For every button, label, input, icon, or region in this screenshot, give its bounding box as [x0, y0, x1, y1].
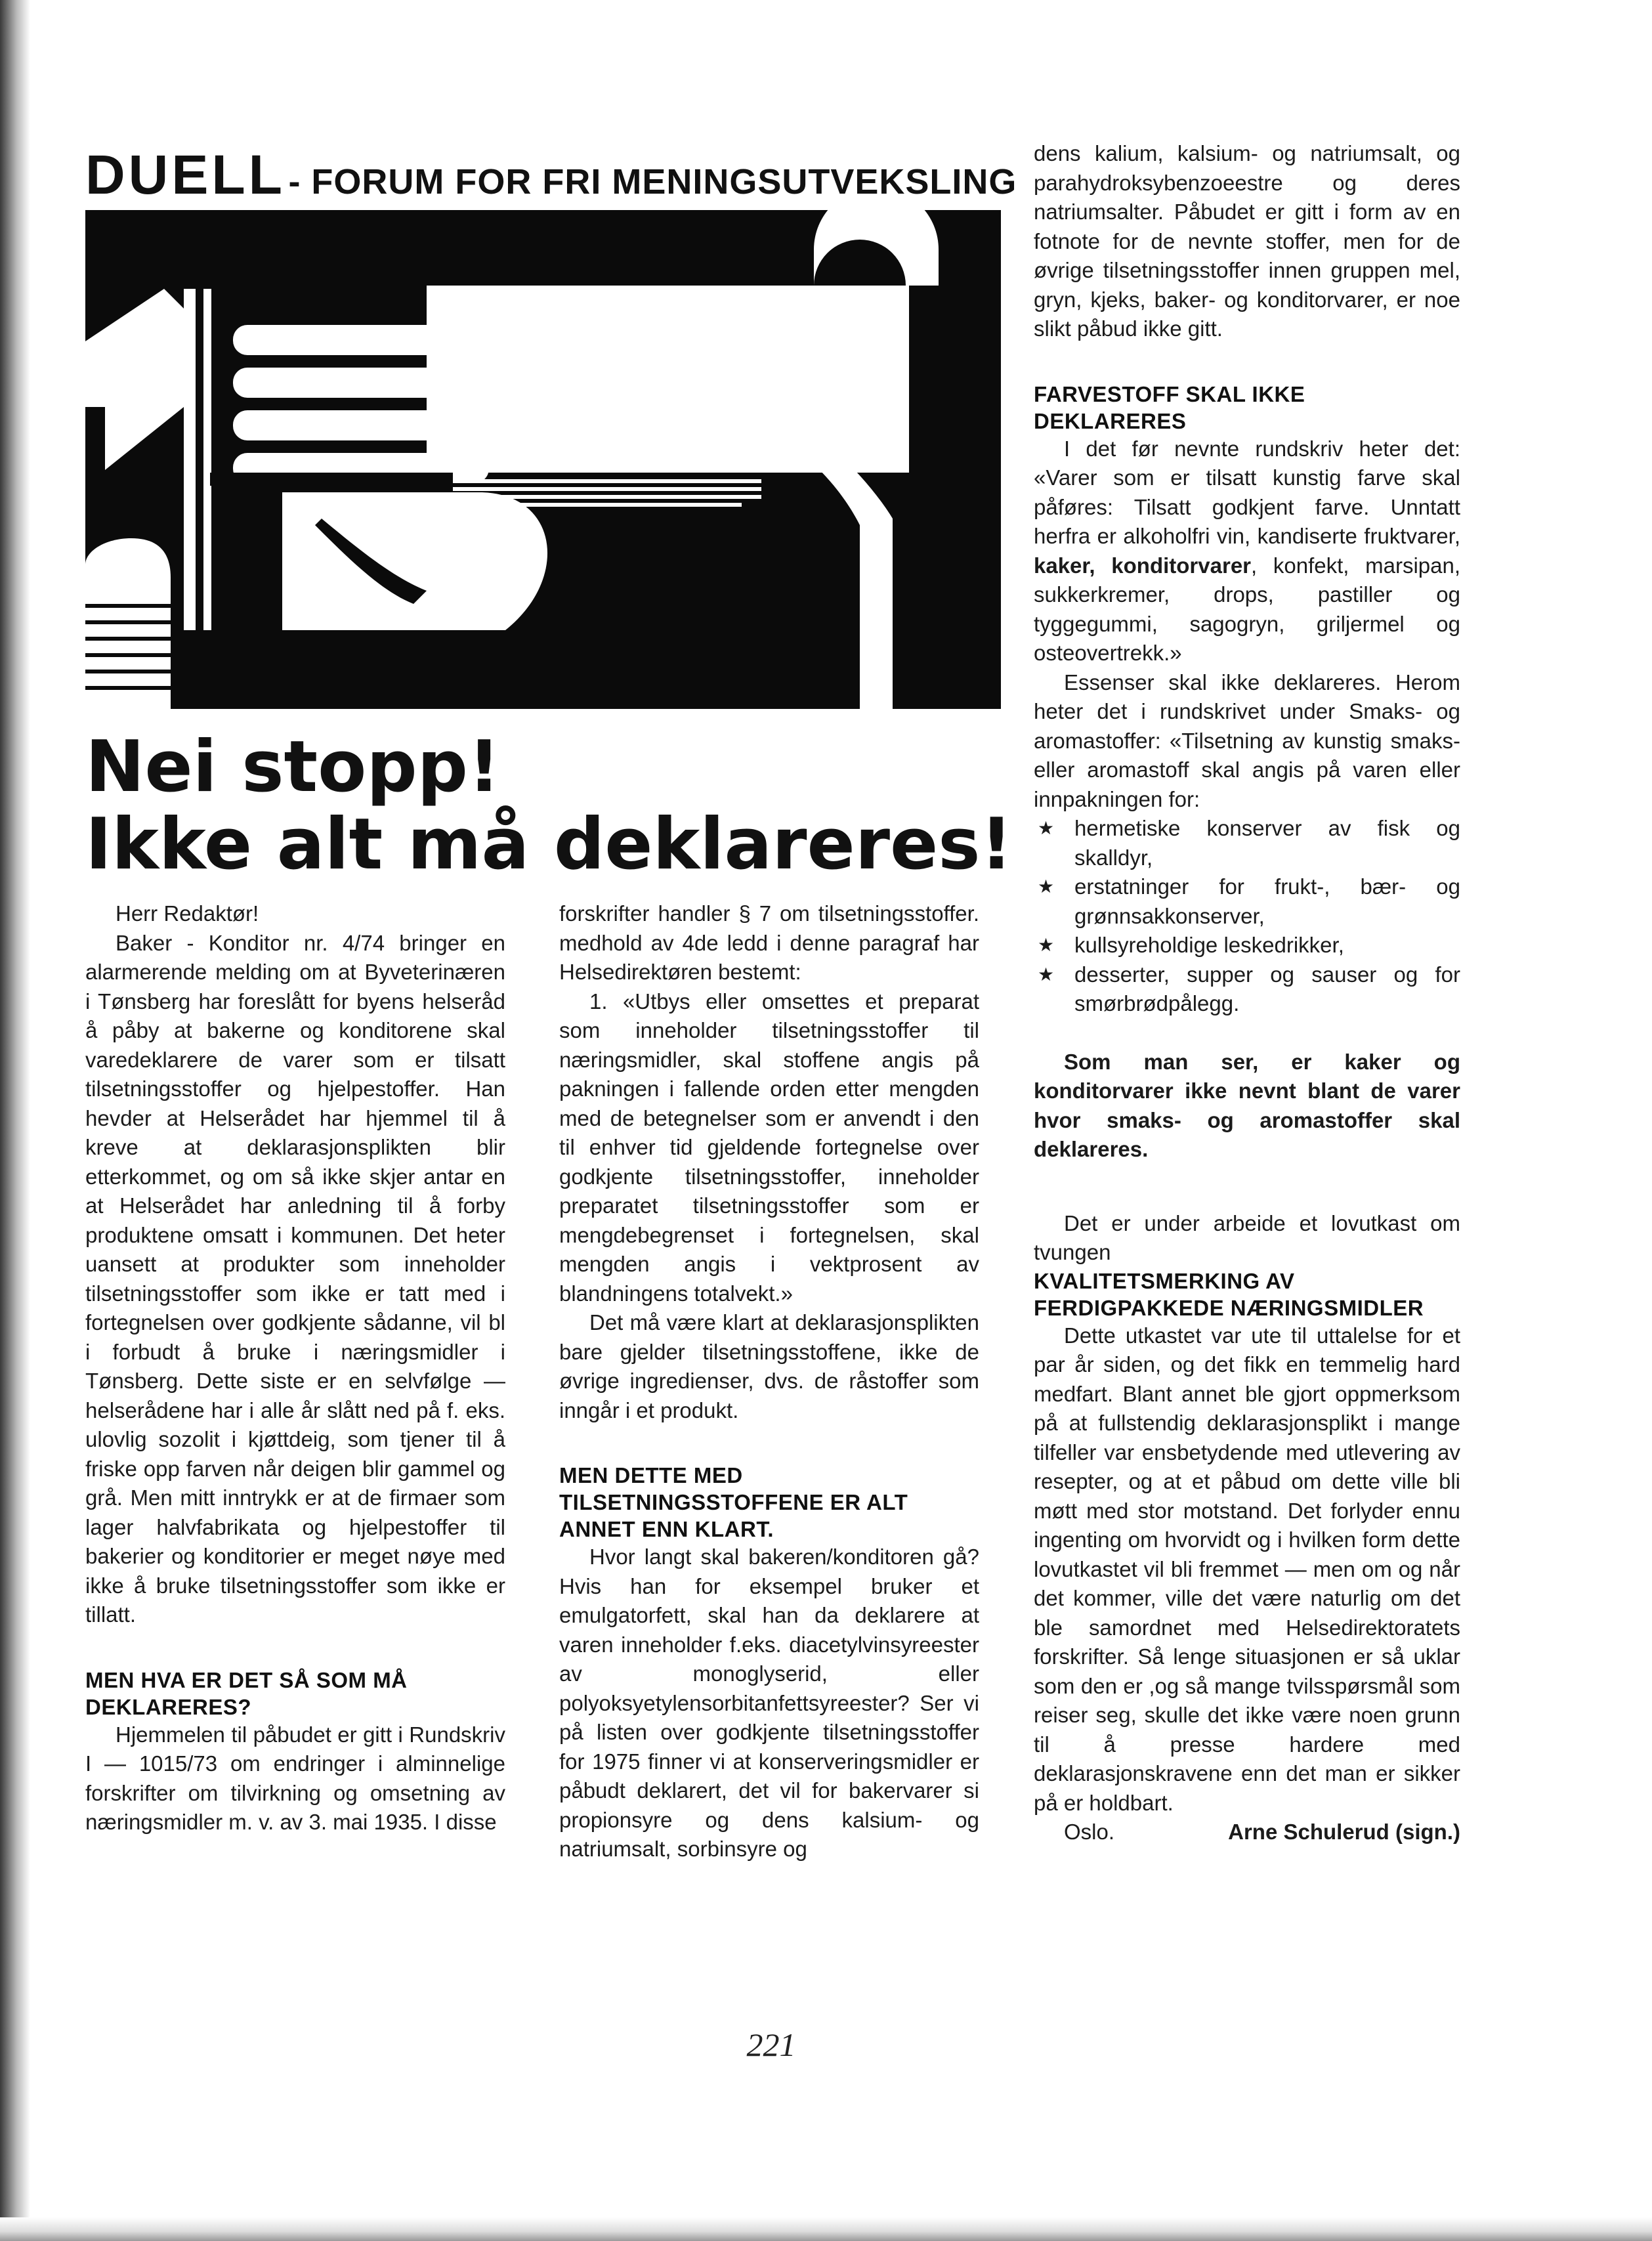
paragraph: Det må være klart at deklarasjonsplikten bare gjelder tilsetningsstoffene, ikke de øvrige ingredienser, dvs. de råstoffer som inngår i et produkt.	[559, 1310, 979, 1422]
column-masthead	[85, 143, 1017, 215]
bullet-list	[1034, 814, 1460, 1019]
paragraph: Hvor langt skal bakeren/konditoren gå? Hvis han for eksempel bruker et emulgatorfett, skal han da deklarere at varen inneholder f.eks. diacetylvinsyreester av monoglyserid, eller polyoksyetylensorbitanfettsyreester? Ser vi på listen over godkjente tilsetningsstoffer for 1975 finner vi at konserveringsmidler er påbudt deklarert, det vil for bakervarer si propionsyre og dens kalsium- og natriumsalt, sorbinsyre og	[559, 1545, 979, 1861]
place-name: Oslo.	[1064, 1820, 1115, 1844]
list-item: ★ erstatninger for frukt-, bær- og grønnsakkonserver,	[1034, 872, 1460, 931]
paragraph	[1034, 435, 1460, 668]
text-column-2	[559, 899, 979, 1864]
signature-line	[1034, 1818, 1460, 1847]
author-signature: Arne Schulerud (sign.)	[1228, 1820, 1460, 1844]
paragraph: Essenser skal ikke deklareres. Herom heter det i rundskrivet under Smaks- og aromastoffer: «Tilsetning av kunstig smaks- eller aromastoff skal angis på varen eller innpakningen for:	[1034, 670, 1460, 811]
headline-line-1: Nei stopp!	[85, 726, 501, 808]
list-item: ★ kullsyreholdige leskedrikker,	[1034, 931, 1460, 960]
section-heading: MEN HVA ER DET SÅ SOM MÅ DEKLARERES?	[85, 1667, 408, 1719]
paragraph: Det er under arbeide et lovutkast om tvungen	[1034, 1210, 1460, 1264]
conclusion-paragraph: Som man ser, er kaker og konditorvarer ikke nevnt blant de varer hvor smaks- og aromastoffer skal deklareres.	[1034, 1049, 1460, 1161]
section-heading: MEN DETTE MED TILSETNINGSSTOFFENE ER ALT ANNET ENN KLART.	[559, 1463, 908, 1541]
paragraph: Hjemmelen til påbudet er gitt i Rundskriv I — 1015/73 om endringer i alminnelige forskrifter om tilvirkning og omsetning av næringsmidler m. v. av 3. mai 1935. I disse	[85, 1722, 505, 1834]
article-headline	[85, 726, 1017, 886]
salutation: Herr Redaktør!	[116, 901, 259, 926]
section-heading: KVALITETSMERKING AV FERDIGPAKKEDE NÆRINGSMIDLER	[1034, 1268, 1424, 1320]
page-binding-shadow	[0, 0, 30, 2241]
paragraph: forskrifter handler § 7 om tilsetningsstoffer. medhold av 4de ledd i denne paragraf har Helsedirektøren bestemt:	[559, 901, 979, 984]
headline-line-2: Ikke alt må deklareres!	[85, 803, 1013, 886]
list-item: ★ hermetiske konserver av fisk og skalldyr,	[1034, 814, 1460, 872]
paragraph: Baker - Konditor nr. 4/74 bringer en alarmerende melding om at Byveterinæren i Tønsberg har foreslått for byens helseråd å påby at bakerne og konditorene skal varedeklarere de varer som er tilsatt tilsetningsstoffer og hjelpestoffer. Han hevder at Helserådet har hjemmel til å kreve at deklarasjonsplikten blir etterkommet, og om så ikke skjer antar en at Helserådet har anledning til å forby produktene omsatt i kommunen. Det heter uansett at produkter som inneholder tilsetningsstoffer som ikke er tatt med i fortegnelsen over godkjente sådanne, vil bl i forbudt å bruke i næringsmidler i Tønsberg. Dette siste er en selvfølge — helserådene har i alle år slått ned på f. eks. ulovlig sozolit i kjøttdeig, som tjener til å friske opp farven når deigen blir gammel og grå. Men mitt inntrykk er at de firmaer som lager halvfabrikata og hjelpestoffer til bakerier og konditorier er meget nøye med ikke å bruke tilsetningsstoffer som ikke er tillatt.	[85, 930, 505, 1627]
paragraph-text: I det før nevnte rundskriv heter det: «Varer som er tilsatt kunstig farve skal påføres: Tilsatt godkjent farve. Unntatt herfra er alkoholfri vin, kandiserte fruktvarer,	[1034, 436, 1460, 548]
text-column-1	[85, 899, 505, 1837]
text-column-3	[1034, 139, 1460, 1847]
section-heading: FARVESTOFF SKAL IKKE DEKLARERES	[1034, 381, 1305, 433]
paragraph: Dette utkastet var ute til uttalelse for et par år siden, og det fikk en temmelig hard medfart. Blant annet ble gjort oppmerksom på at fullstendig deklarasjonsplikt i mange tilfeller var ensbetydende med utlevering av resepter, og at et påbud om dette ville bli møtt med stor motstand. Det forlyder ennu ingenting om hvorvidt og i hvilken form dette lovutkastet vil bli fremmet — men om og når det kommer, ville det være naturlig om det ble samordnet med Helsedirektoratets forskrifter. Så lenge situasjonen er så uklar som den er ,og så mange tvilsspørsmål som reiser seg, skulle det ikke være noen grunn til å presse hardere med deklarasjonskravene enn det man er sikker på er holdbart.	[1034, 1323, 1460, 1815]
masthead-subtitle: - FORUM FOR FRI MENINGSUTVEKSLING	[288, 162, 1017, 202]
masthead-title: DUELL	[85, 144, 286, 205]
list-item: ★ desserter, supper og sauser og for smørbrødpålegg.	[1034, 960, 1460, 1019]
paragraph: dens kalium, kalsium- og natriumsalt, og parahydroksybenzoeestre og deres natriumsalter. Påbudet er gitt i form av en fotnote for de nevnte stoffer, men for de øvrige tilsetningsstoffer innen gruppen mel, gryn, kjeks, baker- og konditorvarer, er noe slikt påbud ikke gitt.	[1034, 141, 1460, 341]
page-number: 221	[746, 2026, 796, 2063]
emphasis-text: kaker, konditorvarer	[1034, 553, 1252, 578]
paragraph-text: , konfekt, marsipan, sukkerkremer, drops, pastiller og tyggegummi, sagogryn, griljermel og osteovertrekk.»	[1034, 553, 1460, 665]
quoted-regulation: 1. «Utbys eller omsettes et preparat som inneholder tilsetningsstoffer til næringsmidler, skal stoffene angis på pakningen i fallende orden etter mengden med de betegnelser som er anvendt i den til enhver tid gjeldende fortegnelse over godkjente tilsetningsstoffer, inneholder preparatet tilsetningsstoffer som er mengdebegrenset i fortegnelsen, skal mengden angis i vektprosent av blandningens totalvekt.»	[559, 989, 979, 1306]
revolver-fly-illustration	[85, 210, 1001, 709]
page-bottom-edge	[0, 2217, 1652, 2241]
